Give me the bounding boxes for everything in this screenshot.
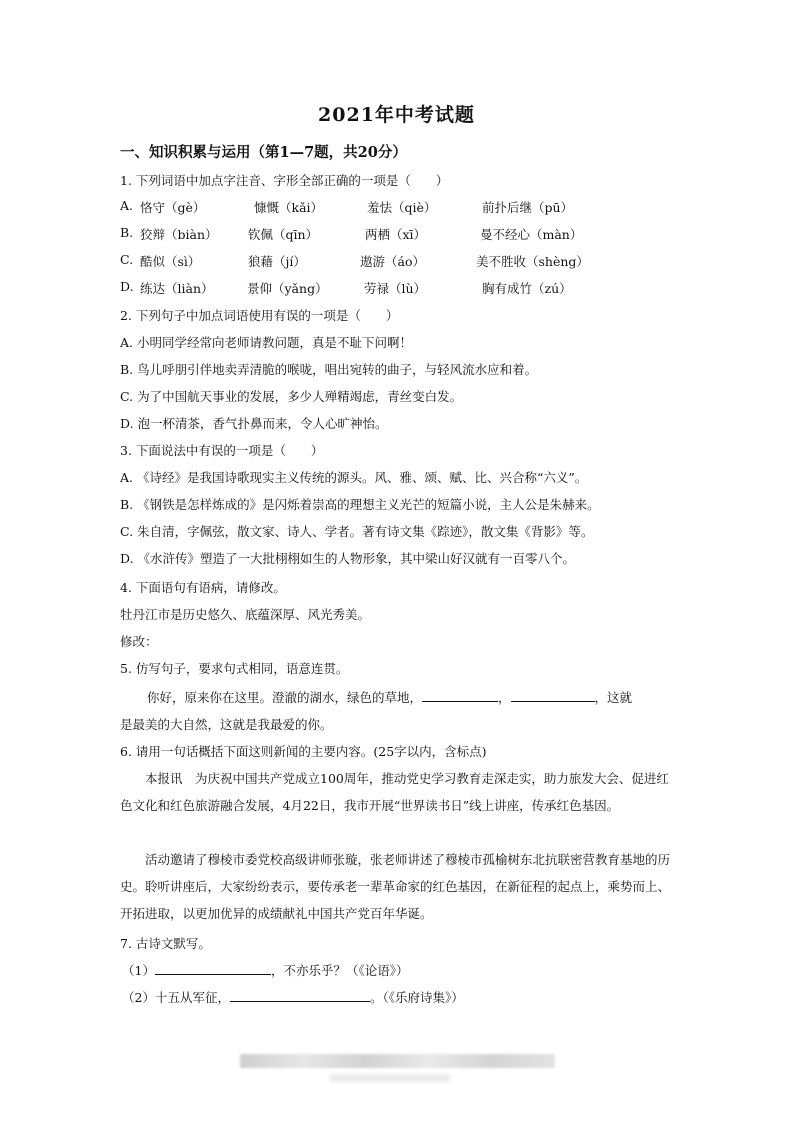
q6-stem: 6. 请用一句话概括下面这则新闻的主要内容。(25字以内，含标点) [120, 744, 487, 759]
q7-blank-2[interactable] [230, 988, 370, 1002]
q5-line1-end: ，这就 [594, 690, 633, 705]
option-item: 前扑后继（pū） [482, 200, 574, 215]
q2-option-c: C. 为了中国航天事业的发展，多少人殚精竭虑，青丝变白发。 [120, 389, 463, 404]
section-heading: 一、知识积累与运用（第1—7题，共20分） [120, 144, 407, 161]
q7-item2-after: 。（《乐府诗集》） [369, 990, 464, 1005]
q4-stem: 4. 下面语句有语病，请修改。 [120, 580, 286, 595]
q2-stem: 2. 下列句子中加点词语使用有误的一项是（ ） [120, 308, 399, 323]
q7-blank-1[interactable] [155, 961, 271, 975]
option-label: B. [120, 225, 134, 240]
option-item: 酷似（sì） [140, 254, 201, 269]
option-item: 遨游（áo） [360, 254, 425, 269]
blurred-footer-watermark [240, 1054, 555, 1068]
option-item: 练达（liàn） [140, 281, 214, 296]
q3-option-b: B. 《钢铁是怎样炼成的》是闪烁着崇高的理想主义光芒的短篇小说，主人公是朱赫来。 [120, 497, 600, 512]
q7-stem: 7. 古诗文默写。 [120, 936, 211, 951]
option-item: 狡辩（biàn） [140, 227, 218, 242]
option-item: 羞怯（qiè） [367, 200, 437, 215]
option-item: 劳禄（lù） [364, 281, 427, 296]
q5-stem: 5. 仿写句子，要求句式相同，语意连贯。 [120, 661, 349, 676]
q5-line2: 是最美的大自然，这就是我最爱的你。 [120, 717, 333, 732]
page-title: 2021年中考试题 [318, 104, 475, 126]
q7-item1-after: ，不亦乐乎？（《论语》） [270, 963, 409, 978]
q3-option-c: C. 朱自清，字佩弦，散文家、诗人、学者。著有诗文集《踪迹》，散文集《背影》等。 [120, 524, 594, 539]
q2-option-a: A. 小明同学经常向老师请教问题，真是不耻下问啊！ [120, 335, 412, 350]
blurred-footer-watermark-small [330, 1074, 450, 1082]
q6-news-paragraph-2: 活动邀请了穆棱市委党校高级讲师张璇，张老师讲述了穆棱市孤榆树东北抗联密营教育基地的历史。聆听讲座后，大家纷纷表示，要传承老一辈革命家的红色基因，在新征程的起点上，乘势而上、开拓进取，以更加优异的成绩献礼中国共产党百年华诞。 [120, 852, 671, 921]
option-item: 曼不经心（màn） [480, 227, 583, 242]
option-item: 两栖（xī） [365, 227, 427, 242]
option-label: D. [120, 279, 134, 294]
q6-news-paragraph-1: 本报讯 为庆祝中国共产党成立100周年，推动党史学习教育走深走实，助力旅发大会、促进红色文化和红色旅游融合发展，4月22日，我市开展“世界读书日”线上讲座，传承红色基因。 [120, 771, 669, 813]
option-item: 美不胜收（shèng） [476, 254, 589, 269]
q5-comma: ， [498, 690, 511, 705]
option-item: 慷慨（kǎi） [254, 200, 324, 215]
q1-stem: 1. 下列词语中加点字注音、字形全部正确的一项是（ ） [120, 173, 449, 188]
q5-line1 [147, 688, 632, 706]
q5-blank-1[interactable] [422, 688, 498, 702]
q4-answer-label: 修改： [120, 634, 158, 649]
q3-stem: 3. 下面说法中有误的一项是（ ） [120, 443, 324, 458]
q4-sentence: 牡丹江市是历史悠久、底蕴深厚、风光秀美。 [120, 607, 371, 622]
q2-option-d: D. 泡一杯清茶，香气扑鼻而来，令人心旷神怡。 [120, 416, 388, 431]
option-item: 胸有成竹（zú） [482, 281, 572, 296]
q3-option-d: D. 《水浒传》塑造了一大批栩栩如生的人物形象，其中梁山好汉就有一百零八个。 [120, 551, 576, 566]
option-item: 景仰（yǎng） [247, 281, 328, 296]
q2-option-b: B. 鸟儿呼朋引伴地卖弄清脆的喉咙，唱出宛转的曲子，与轻风流水应和着。 [120, 362, 538, 377]
q7-item-2 [122, 988, 464, 1006]
q5-line1-start: 你好，原来你在这里。澄澈的湖水，绿色的草地， [147, 690, 423, 705]
option-item: 钦佩（qīn） [248, 227, 319, 242]
option-item: 恪守（gè） [140, 200, 206, 215]
q7-item-1 [122, 961, 408, 979]
q7-item2-label: （2）十五从军征， [122, 990, 230, 1005]
option-label: A. [120, 198, 134, 213]
option-item: 狼藉（jí） [248, 254, 306, 269]
q3-option-a: A. 《诗经》是我国诗歌现实主义传统的源头。风、雅、颂、赋、比、兴合称“六义”。 [120, 470, 588, 485]
q7-item1-label: （1） [122, 963, 155, 978]
q5-blank-2[interactable] [511, 688, 595, 702]
option-label: C. [120, 252, 134, 267]
